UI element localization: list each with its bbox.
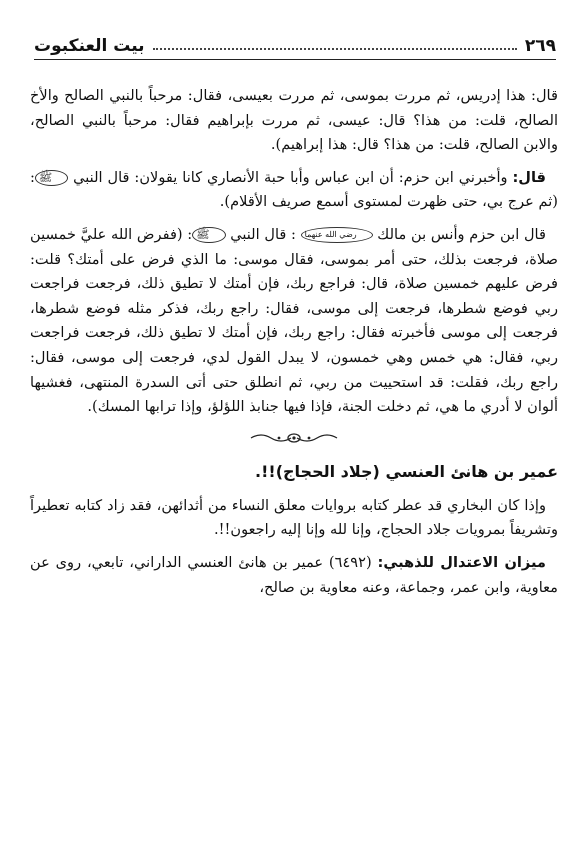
paragraph-2 — [30, 166, 558, 215]
radiallah-glyph: رضي الله عنهما — [301, 227, 373, 243]
salawat-glyph: ﷺ — [192, 227, 225, 243]
paragraph-4: وإذا كان البخاري قد عطر كتابه بروايات معلق النساء من أثدائهن، فقد زاد كتابه تعطيراً وتشريفاً بمرويات جلاد الحجاج، وإنا لله وإنا إليه راجعون!!. — [30, 496, 558, 539]
paragraph-3-text-a: قال ابن حزم وأنس بن مالك — [372, 225, 546, 243]
paragraph-1: قال: هذا إدريس، ثم مررت بموسى، ثم مررت بعيسى، فقال: مرحباً بالنبي الصالح والأخ الصالح، قلت: من هذا؟ قال: عيسى، ثم مررت بإبراهيم فقال: مرحباً بالنبي الصالح، والابن الصالح، قلت: من هذا؟ قال: هذا إبراهيم). — [30, 87, 558, 154]
paragraph-3 — [30, 223, 558, 420]
page-number: ٢٦٩ — [524, 36, 556, 56]
paragraph-2-text-a: وأخبرني ابن حزم: أن ابن عباس وأبا حبة الأنصاري كانا يقولان: قال النبي — [68, 168, 513, 186]
salawat-glyph: ﷺ — [35, 170, 68, 186]
paragraph-5 — [30, 551, 558, 600]
running-header — [34, 33, 556, 60]
page-body — [30, 84, 558, 608]
section-heading: عمير بن هانئ العنسي (جلاد الحجاج)!!. — [255, 461, 558, 481]
paragraph-5-lead: ميزان الاعتدال للذهبي: — [377, 553, 546, 571]
running-title: بيت العنكبوت — [34, 36, 145, 56]
header-dotted-leader — [153, 48, 517, 50]
paragraph-2-lead: قال: — [512, 168, 546, 186]
section-divider-ornament — [30, 428, 558, 448]
ornament-icon — [249, 430, 339, 446]
paragraph-5-text: (٦٤٩٢) عمير بن هانئ العنسي الداراني، تابعي، روى عن معاوية، وابن عمر، وجماعة، وعنه معاوية بن صالح، — [30, 553, 558, 596]
paragraph-3-text-b: : قال النبي — [225, 225, 301, 243]
paragraph-3-text-c: : (ففرض الله عليَّ خمسين صلاة، فرجعت بذلك، حتى أمر بموسى، فقال موسى: ما الذي فرض على أمتك؟ قلت: فرض عليهم خمسين صلاة، قال: فراجع ربك، فإن أمتك لا تطيق ذلك، فرجعت فراجعت ربي فوضع شطرها، فرجعت إلى موسى، فقال: راجع ربك، فذكر مثله فوضع شطرها، فرجعت إلى موسى فأخبرته فقال: راجع ربك، فإن أمتك لا تطيق ذلك، فرجعت فراجعت ربي، فقال: هي خمس وهي خمسون، لا يبدل القول لدي، فرجعت إلى موسى، فقال: راجع ربك، فقلت: قد استحييت من ربي، ثم انطلق حتى أتى السدرة المنتهى، فغشيها ألوان لا أدري ما هي، ثم دخلت الجنة، فإذا فيها جنابذ اللؤلؤ، وإذا ترابها المسك). — [30, 225, 558, 416]
paragraph-2-text-b: : (ثم عرج بي، حتى ظهرت لمستوى أسمع صريف الأقلام). — [30, 168, 558, 211]
